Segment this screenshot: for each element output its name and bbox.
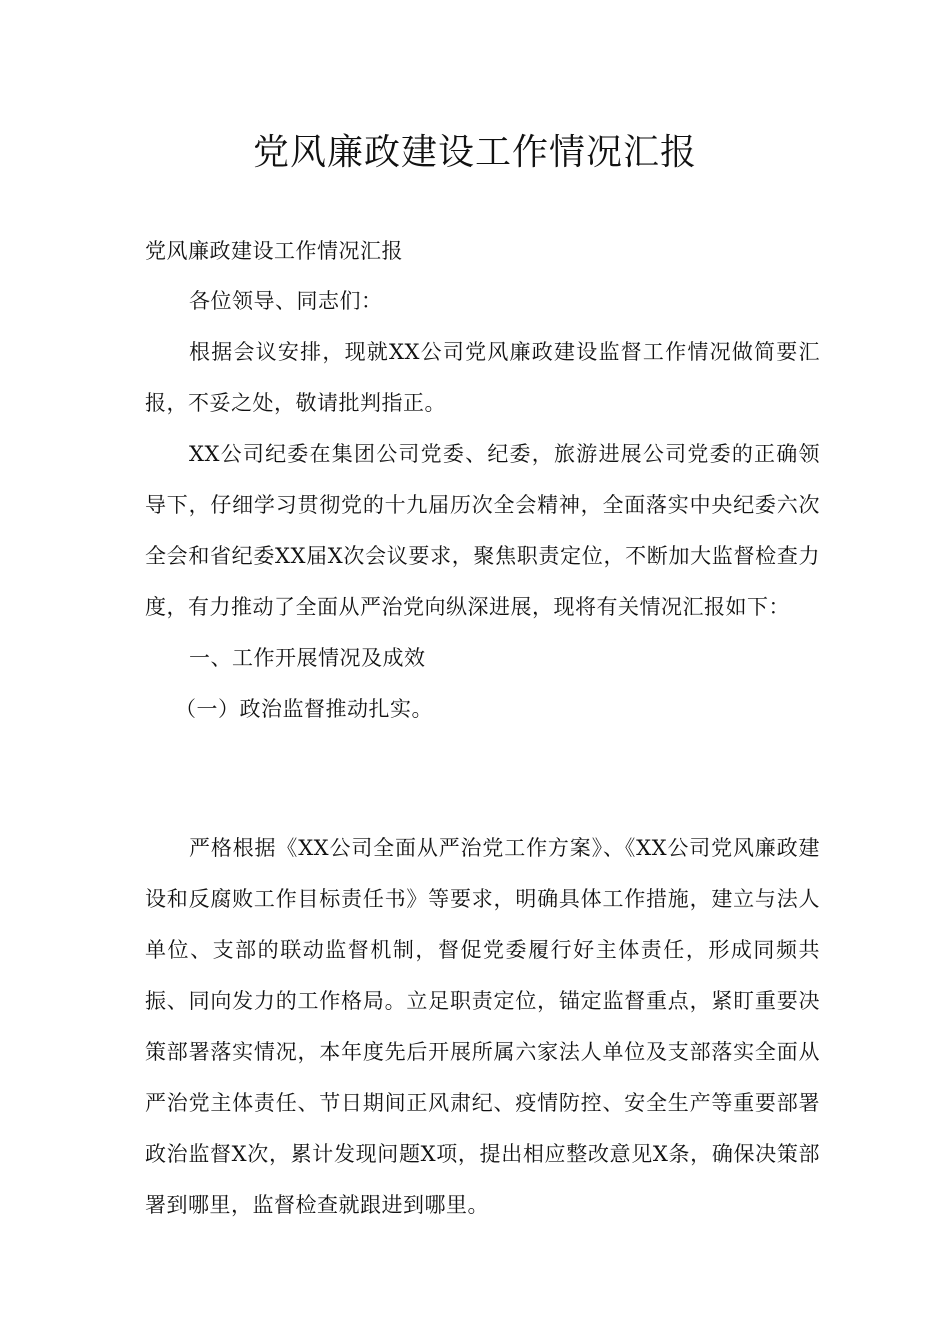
intro-section [145, 276, 820, 735]
section-heading: 一、工作开展情况及成效 [189, 646, 426, 670]
greeting-paragraph: 各位领导、同志们： [189, 289, 383, 313]
political-supervision-section [145, 823, 820, 1231]
document-title: 党风廉政建设工作情况汇报 [252, 132, 697, 173]
subsection-heading: （一）政治监督推动扎实。 [175, 697, 433, 721]
document-subtitle: 党风廉政建设工作情况汇报 [145, 239, 403, 263]
overview-paragraph: XX公司纪委在集团公司党委、纪委，旅游进展公司党委的正确领导下，仔细学习贯彻党的十九届历次全会精神，全面落实中央纪委六次全会和省纪委XX届X次会议要求，聚焦职责定位，不断加大监督检查力度，有力推动了全面从严治党向纵深进展，现将有关情况汇报如下： [145, 442, 820, 619]
opening-paragraph: 根据会议安排，现就XX公司党风廉政建设监督工作情况做简要汇报，不妥之处，敬请批判指正。 [145, 340, 820, 415]
supervision-paragraph: 严格根据《XX公司全面从严治党工作方案》、《XX公司党风廉政建设和反腐败工作目标责任书》等要求，明确具体工作措施，建立与法人单位、支部的联动监督机制，督促党委履行好主体责任，形成同频共振、同向发力的工作格局。立足职责定位，锚定监督重点，紧盯重要决策部署落实情况，本年度先后开展所属六家法人单位及支部落实全面从严治党主体责任、节日期间正风肃纪、疫情防控、安全生产等重要部署政治监督X次，累计发现问题X项，提出相应整改意见X条，确保决策部署到哪里，监督检查就跟进到哪里。 [145, 836, 820, 1217]
